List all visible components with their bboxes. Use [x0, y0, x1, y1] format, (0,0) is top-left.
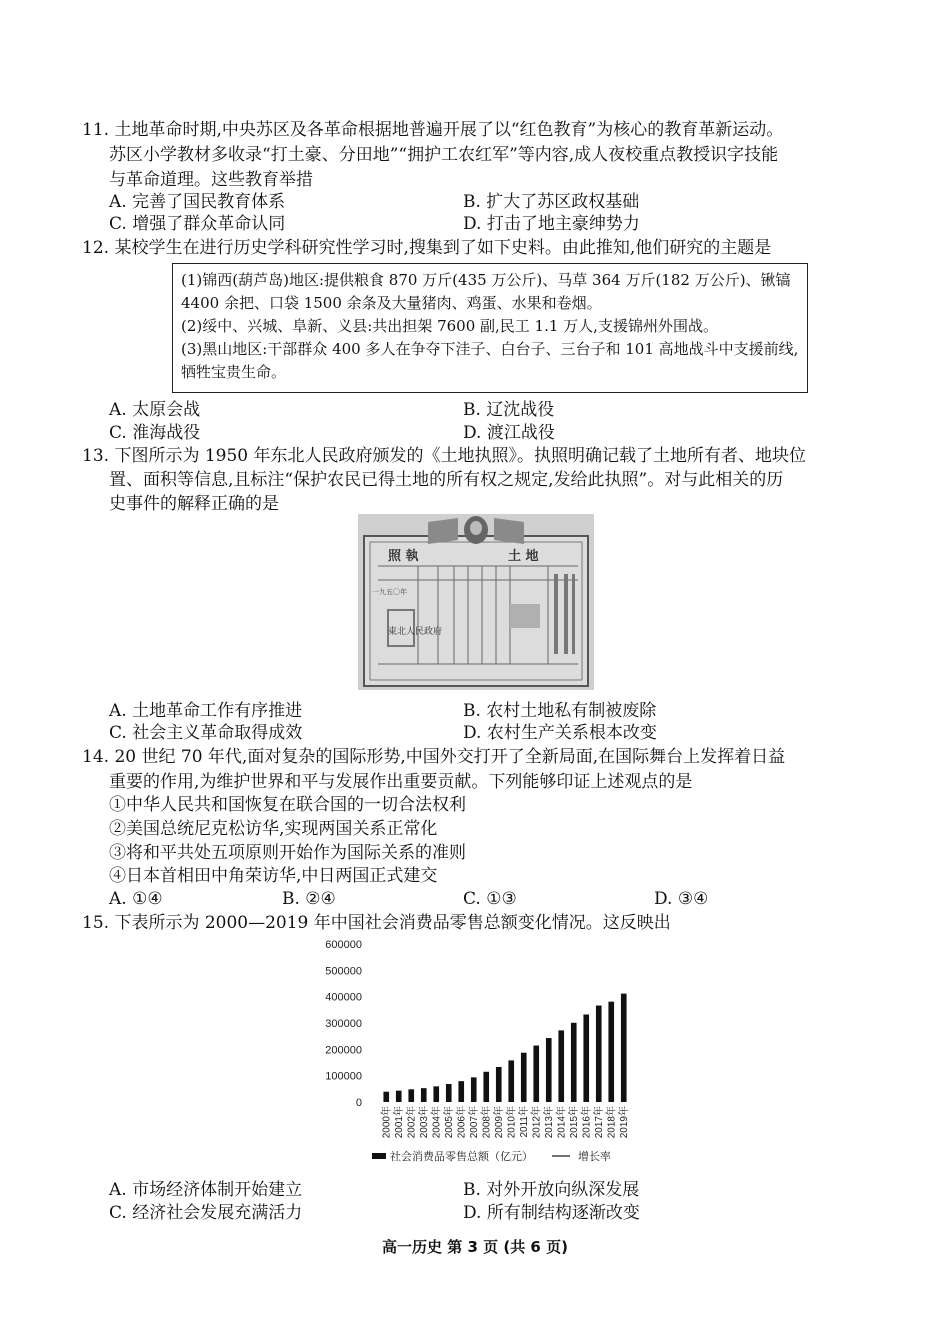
- q11-stem-line-2: 苏区小学教材多收录“打土豪、分田地”“拥护工农红军”等内容,成人夜校重点教授识字技能: [109, 145, 779, 165]
- legend-label-growth: 增长率: [578, 1151, 611, 1163]
- bar-2010年: [508, 1060, 514, 1102]
- q15-option-d[interactable]: D. 所有制结构逐渐改变: [463, 1203, 640, 1223]
- q14-option-c[interactable]: C. ①③: [463, 889, 517, 909]
- x-tick-label: 2001年: [393, 1106, 405, 1139]
- q14-stem-line-1: 14. 20 世纪 70 年代,面对复杂的国际形势,中国外交打开了全新局面,在国际舞台上发挥着日益: [82, 747, 786, 767]
- x-tick-label: 2019年: [618, 1106, 630, 1139]
- bar-2001年: [396, 1091, 402, 1102]
- bar-2000年: [383, 1092, 389, 1102]
- y-tick-label: 500000: [325, 965, 362, 978]
- bar-2019年: [621, 994, 627, 1102]
- x-tick-label: 2018年: [606, 1106, 618, 1139]
- x-tick-label: 2008年: [481, 1106, 493, 1139]
- bar-2014年: [558, 1030, 564, 1102]
- y-tick-label: 0: [355, 1097, 362, 1109]
- certificate-title-right: 土 地: [508, 549, 539, 564]
- bar-2013年: [546, 1038, 552, 1102]
- q13-option-c[interactable]: C. 社会主义革命取得成效: [109, 723, 303, 743]
- q12-option-d[interactable]: D. 渡江战役: [463, 423, 555, 443]
- y-tick-label: 600000: [325, 939, 362, 951]
- x-tick-label: 2000年: [381, 1106, 393, 1139]
- q12-option-b[interactable]: B. 辽沈战役: [463, 400, 555, 420]
- q13-stem-line-1: 13. 下图所示为 1950 年东北人民政府颁发的《土地执照》。执照明确记载了土地所有者、地块位: [82, 446, 807, 466]
- certificate-title-left: 照 執: [388, 549, 419, 564]
- bar-2015年: [571, 1023, 577, 1102]
- x-tick-label: 2015年: [568, 1106, 580, 1139]
- q12-source-1: (1)锦西(葫芦岛)地区:提供粮食 870 万斤(435 万公斤)、马草 364 万斤(182 万公斤)、锹镐 4400 余把、口袋 1500 余条及大量猪肉、鸡蛋、水果和卷烟。: [181, 271, 791, 312]
- bar-2005年: [446, 1084, 452, 1102]
- bar-2006年: [458, 1081, 464, 1102]
- bar-2003年: [421, 1088, 427, 1102]
- q11-option-a[interactable]: A. 完善了国民教育体系: [109, 192, 286, 212]
- x-tick-label: 2005年: [443, 1106, 455, 1139]
- bar-2002年: [408, 1089, 414, 1102]
- q15-option-b[interactable]: B. 对外开放向纵深发展: [463, 1180, 640, 1200]
- q12-source-3: (3)黑山地区:干部群众 400 多人在争夺下洼子、白台子、三台子和 101 高地战斗中支援前线,牺牲宝贵生命。: [181, 340, 799, 381]
- y-tick-label: 200000: [325, 1044, 362, 1057]
- bar-2016年: [583, 1014, 589, 1102]
- q12-option-c[interactable]: C. 淮海战役: [109, 423, 201, 443]
- q14-item-2: ②美国总统尼克松访华,实现两国关系正常化: [109, 819, 438, 839]
- q12-option-a[interactable]: A. 太原会战: [109, 400, 201, 420]
- bar-2018年: [608, 1002, 614, 1102]
- y-tick-label: 100000: [325, 1070, 362, 1083]
- x-tick-label: 2009年: [493, 1106, 505, 1139]
- y-tick-label: 400000: [325, 991, 362, 1004]
- q14-option-d[interactable]: D. ③④: [654, 889, 709, 909]
- x-tick-label: 2002年: [406, 1106, 418, 1139]
- q15-stem: 15. 下表所示为 2000—2019 年中国社会消费品零售总额变化情况。这反映出: [82, 913, 671, 933]
- q11-stem-line-3: 与革命道理。这些教育举措: [109, 170, 313, 190]
- q11-option-b[interactable]: B. 扩大了苏区政权基础: [463, 192, 640, 212]
- q14-option-a[interactable]: A. ①④: [109, 889, 163, 909]
- x-tick-label: 2007年: [468, 1106, 480, 1139]
- q14-item-1: ①中华人民共和国恢复在联合国的一切合法权利: [109, 795, 466, 815]
- land-certificate-photo: [358, 514, 594, 690]
- q14-option-b[interactable]: B. ②④: [282, 889, 336, 909]
- bar-2004年: [433, 1086, 439, 1102]
- retail-sales-chart: [316, 932, 640, 1170]
- q15-option-a[interactable]: A. 市场经济体制开始建立: [109, 1180, 303, 1200]
- x-tick-label: 2013年: [543, 1106, 555, 1139]
- q13-stem-line-2: 置、面积等信息,且标注“保护农民已得土地的所有权之规定,发给此执照”。对与此相关的历: [109, 470, 784, 490]
- legend-label-sales: 社会消费品零售总额（亿元）: [390, 1151, 533, 1163]
- certificate-year-text: 一九五〇年: [372, 588, 407, 596]
- x-tick-label: 2010年: [506, 1106, 518, 1139]
- q15-option-c[interactable]: C. 经济社会发展充满活力: [109, 1203, 303, 1223]
- q11-option-d[interactable]: D. 打击了地主豪绅势力: [463, 214, 640, 234]
- legend-bar-swatch: [372, 1153, 386, 1159]
- q13-option-b[interactable]: B. 农村土地私有制被废除: [463, 701, 657, 721]
- q13-option-a[interactable]: A. 土地革命工作有序推进: [109, 701, 303, 721]
- q13-option-d[interactable]: D. 农村生产关系根本改变: [463, 723, 657, 743]
- x-tick-label: 2017年: [593, 1106, 605, 1139]
- bar-2017年: [596, 1006, 602, 1102]
- bar-2011年: [521, 1053, 527, 1102]
- q12-source-2: (2)绥中、兴城、阜新、义县:共出担架 7600 副,民工 1.1 万人,支援锦州外围战。: [181, 317, 718, 335]
- bar-2012年: [533, 1046, 539, 1102]
- q11-option-c[interactable]: C. 增强了群众革命认同: [109, 214, 286, 234]
- bar-2007年: [471, 1077, 477, 1102]
- x-tick-label: 2006年: [456, 1106, 468, 1139]
- q14-item-4: ④日本首相田中角荣访华,中日两国正式建交: [109, 866, 438, 886]
- page-footer: 高一历史 第 3 页 (共 6 页): [382, 1238, 568, 1256]
- q11-stem-line-1: 11. 土地革命时期,中央苏区及各革命根据地普遍开展了以“红色教育”为核心的教育革新运动。: [82, 120, 784, 140]
- q12-stem: 12. 某校学生在进行历史学科研究性学习时,搜集到了如下史料。由此推知,他们研究的主题是: [82, 238, 772, 258]
- q14-stem-line-2: 重要的作用,为维护世界和平与发展作出重要贡献。下列能够印证上述观点的是: [109, 772, 693, 792]
- q12-source-box: [172, 263, 808, 393]
- certificate-seal-text: 東北人民政府: [388, 627, 443, 637]
- bar-2009年: [496, 1067, 502, 1102]
- x-tick-label: 2011年: [518, 1106, 530, 1138]
- bar-2008年: [483, 1072, 489, 1102]
- x-tick-label: 2004年: [431, 1106, 443, 1139]
- q13-stem-line-3: 史事件的解释正确的是: [109, 494, 279, 514]
- q14-item-3: ③将和平共处五项原则开始作为国际关系的准则: [109, 843, 466, 863]
- y-tick-label: 300000: [325, 1018, 362, 1030]
- x-tick-label: 2014年: [556, 1106, 568, 1139]
- x-tick-label: 2016年: [581, 1106, 593, 1139]
- x-tick-label: 2003年: [418, 1106, 430, 1139]
- x-tick-label: 2012年: [531, 1106, 543, 1139]
